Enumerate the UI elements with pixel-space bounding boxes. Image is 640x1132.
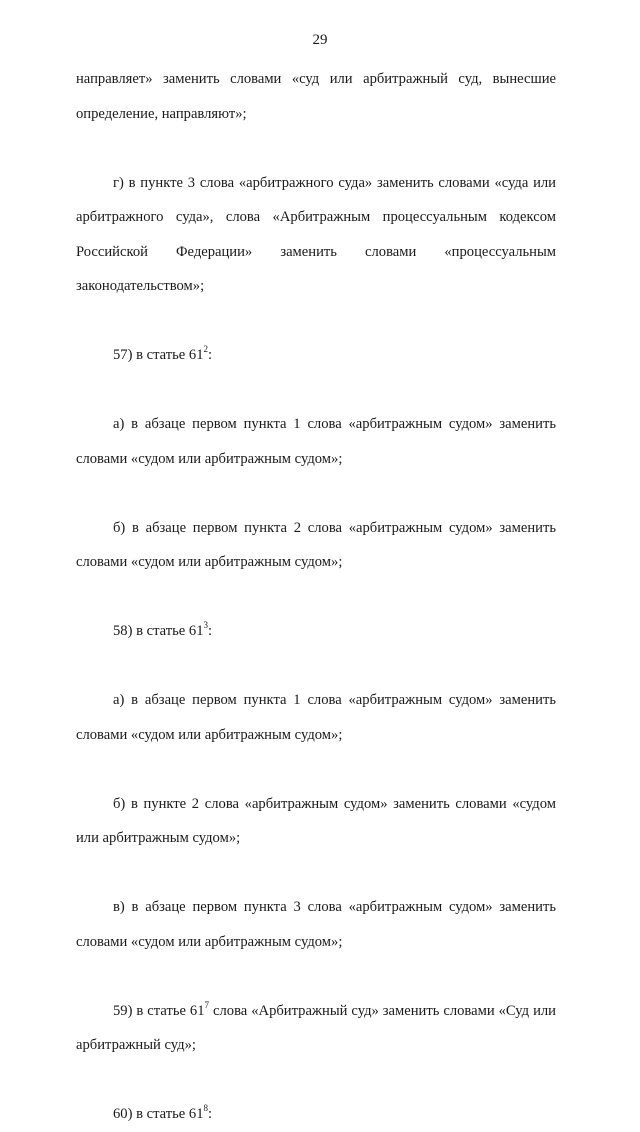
article-58-suffix: : xyxy=(208,623,213,639)
article-58-superscript: 3 xyxy=(203,620,209,631)
article-57-prefix: 57) в статье 61 xyxy=(113,347,204,363)
document-body xyxy=(76,62,556,1132)
paragraph-item-g: г) в пункте 3 слова «арбитражного суда» заменить словами «суда или арбитражного суда», слова «Арбитражным процессуальным кодексом Российской Федерации» заменить словами «процессуальным законодательством»; xyxy=(76,174,556,294)
paragraph-item-b-57: б) в абзаце первом пункта 2 слова «арбитражным судом» заменить словами «судом или арбитражным судом»; xyxy=(76,519,556,570)
paragraph-article-60 xyxy=(76,1097,556,1132)
paragraph-continuation: направляет» заменить словами «суд или арбитражный суд, вынесшие определение, направляют»; xyxy=(76,71,556,122)
paragraph-article-57 xyxy=(76,338,556,373)
paragraph-item-b-58: б) в пункте 2 слова «арбитражным судом» заменить словами «судом или арбитражным судом»; xyxy=(76,795,556,846)
article-57-suffix: : xyxy=(208,347,213,363)
paragraph-item-a-58: а) в абзаце первом пункта 1 слова «арбитражным судом» заменить словами «судом или арбитражным судом»; xyxy=(76,692,556,743)
page-number: 29 xyxy=(312,32,328,48)
article-60-suffix: : xyxy=(208,1106,213,1122)
paragraph-article-59 xyxy=(76,994,556,1063)
article-59-suffix: слова «Арбитражный суд» заменить словами «Суд или арбитражный суд»; xyxy=(76,1002,556,1053)
article-60-prefix: 60) в статье 61 xyxy=(113,1106,204,1122)
article-58-prefix: 58) в статье 61 xyxy=(113,623,204,639)
article-59-prefix: 59) в статье 61 xyxy=(113,1002,205,1019)
paragraph-article-58 xyxy=(76,614,556,649)
article-57-superscript: 2 xyxy=(203,344,209,355)
article-59-superscript: 7 xyxy=(204,999,210,1010)
paragraph-item-a-57: а) в абзаце первом пункта 1 слова «арбитражным судом» заменить словами «судом или арбитражным судом»; xyxy=(76,416,556,467)
paragraph-item-v-58: в) в абзаце первом пункта 3 слова «арбитражным судом» заменить словами «судом или арбитражным судом»; xyxy=(76,899,556,950)
article-60-superscript: 8 xyxy=(203,1103,209,1114)
